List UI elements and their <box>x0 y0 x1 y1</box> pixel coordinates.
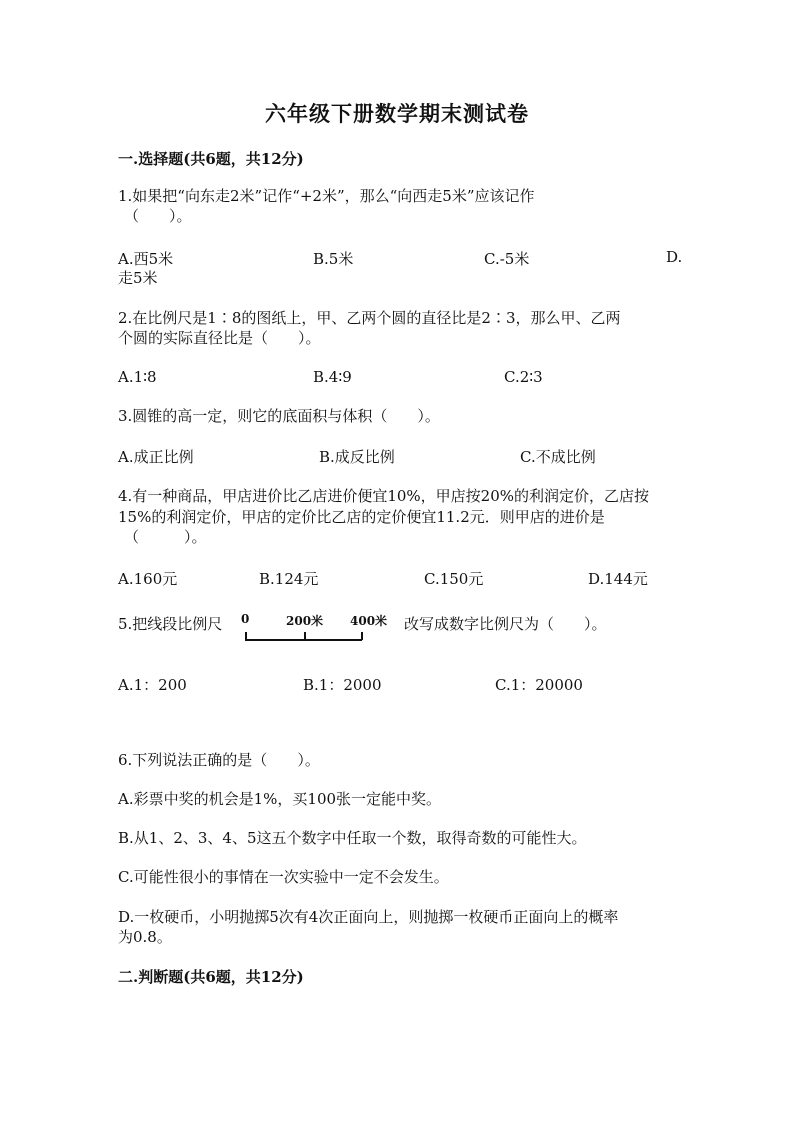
scale-tick <box>361 632 363 640</box>
scale-tick <box>245 632 247 640</box>
question-2-option-c: C.2∶3 <box>504 368 543 386</box>
question-1-option-c: C.-5米 <box>484 250 530 268</box>
scale-label-200: 200米 <box>286 614 324 628</box>
question-1-option-d: D. <box>666 248 683 266</box>
question-3-option-c: C.不成比例 <box>520 448 596 466</box>
question-1-option-a: A.西5米 <box>118 250 174 268</box>
section-heading-choice: 一.选择题(共6题，共12分) <box>118 150 304 168</box>
question-4-text-cont: 15%的利润定价，甲店的定价比乙店的定价便宜11.2元．则甲店的进价是 <box>118 508 605 526</box>
question-1-blank: （ ）。 <box>124 207 192 225</box>
question-6-option-d-cont: 为0.8。 <box>118 928 172 946</box>
question-4-option-c: C.150元 <box>424 570 484 588</box>
scale-label-0: 0 <box>241 612 250 626</box>
line-segment-scale <box>240 612 390 646</box>
question-6-option-c: C.可能性很小的事情在一次实验中一定不会发生。 <box>118 868 449 886</box>
scale-label-400: 400米 <box>350 614 388 628</box>
question-4-option-a: A.160元 <box>118 570 178 588</box>
question-1-text: 1.如果把“向东走2米”记作“+2米”，那么“向西走5米”应该记作 <box>118 187 535 205</box>
question-6-option-b: B.从1、2、3、4、5这五个数字中任取一个数，取得奇数的可能性大。 <box>118 829 587 847</box>
question-2-text: 2.在比例尺是1∶8的图纸上，甲、乙两个圆的直径比是2∶3，那么甲、乙两 <box>118 309 621 327</box>
question-5-option-a: A.1：200 <box>118 676 187 694</box>
section-heading-judgement: 二.判断题(共6题，共12分) <box>118 968 304 986</box>
question-4-blank: （ ）。 <box>124 528 207 546</box>
question-5-option-b: B.1：2000 <box>303 676 382 694</box>
question-1-option-b: B.5米 <box>313 250 354 268</box>
question-6-option-d: D.一枚硬币，小明抛掷5次有4次正面向上，则抛掷一枚硬币正面向上的概率 <box>118 908 619 926</box>
question-5-suffix: 改写成数字比例尺为（ ）。 <box>404 615 607 633</box>
question-6-option-a: A.彩票中奖的机会是1%，买100张一定能中奖。 <box>118 790 442 808</box>
question-6-text: 6.下列说法正确的是（ ）。 <box>118 751 320 769</box>
question-2-text-cont: 个圆的实际直径比是（ ）。 <box>118 329 321 347</box>
question-4-option-d: D.144元 <box>588 570 648 588</box>
scale-tick <box>304 632 306 640</box>
question-2-option-b: B.4∶9 <box>313 368 352 386</box>
question-5-prefix: 5.把线段比例尺 <box>118 615 223 633</box>
page-title: 六年级下册数学期末测试卷 <box>265 101 529 126</box>
question-5-option-c: C.1：20000 <box>495 676 583 694</box>
question-1-option-d-cont: 走5米 <box>118 269 158 287</box>
question-3-option-b: B.成反比例 <box>319 448 395 466</box>
question-4-text: 4.有一种商品，甲店进价比乙店进价便宜10%，甲店按20%的利润定价，乙店按 <box>118 487 649 505</box>
question-4-option-b: B.124元 <box>259 570 319 588</box>
question-3-text: 3.圆锥的高一定，则它的底面积与体积（ ）。 <box>118 407 440 425</box>
question-3-option-a: A.成正比例 <box>118 448 194 466</box>
question-2-option-a: A.1∶8 <box>118 368 157 386</box>
